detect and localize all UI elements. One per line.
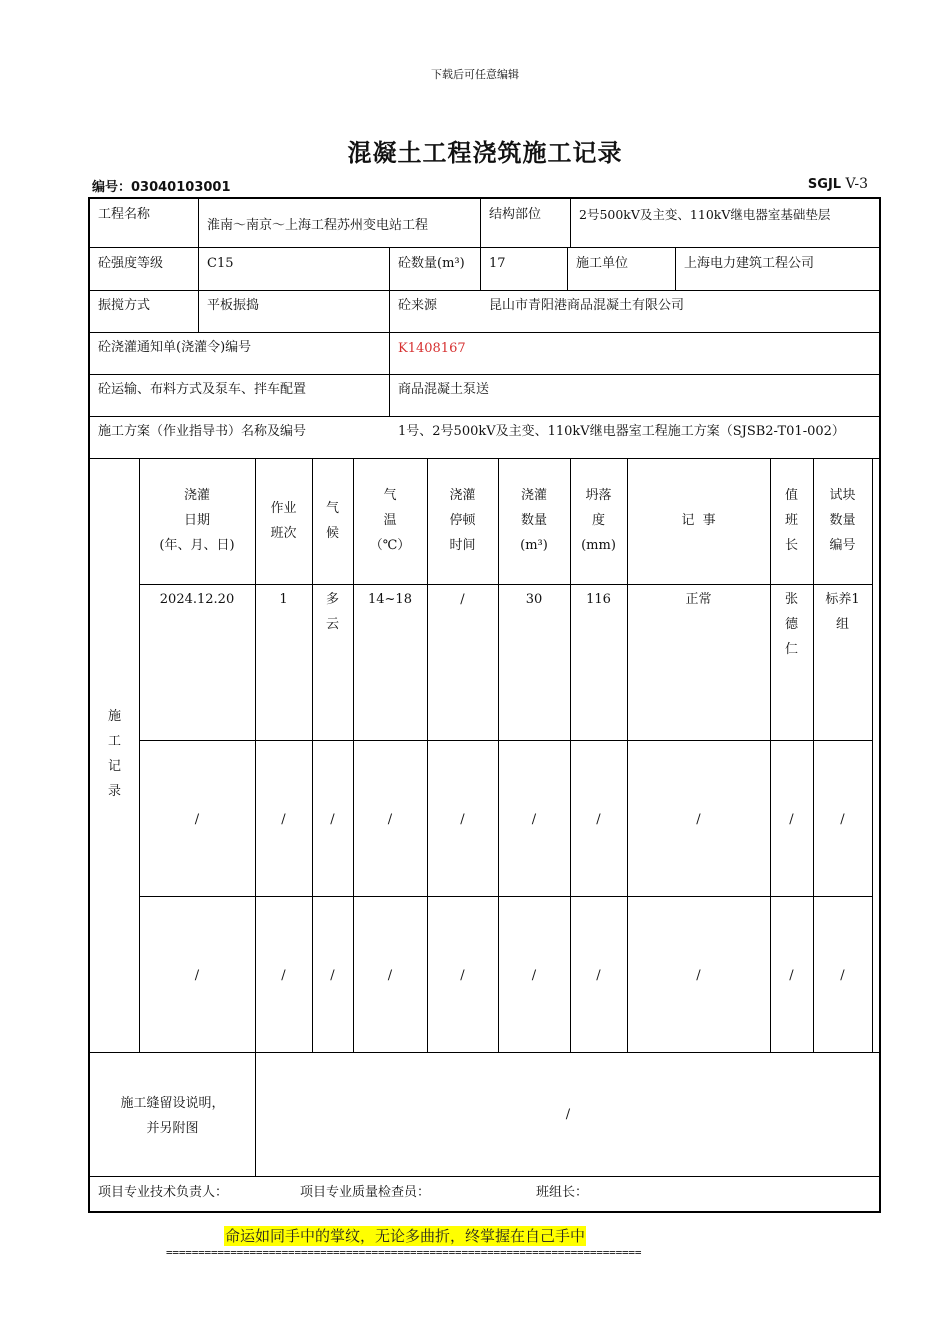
project-name: 淮南～南京～上海工程苏州变电站工程 — [207, 218, 429, 233]
team-lead-label: 班组长： — [536, 1185, 589, 1200]
quantity-value: 17 — [489, 256, 506, 271]
header-temperature: 气 温 （℃） — [369, 488, 411, 553]
vibration-value: 平板振捣 — [207, 298, 260, 313]
header-test-block: 试块 数量 编号 — [829, 488, 856, 553]
row3-notes: / — [696, 968, 701, 983]
doc-number: 编号：03040103001 — [92, 180, 231, 195]
contractor-label: 施工单位 — [576, 256, 629, 271]
qa-inspector-label: 项目专业质量检查员： — [300, 1185, 431, 1200]
vibration-label: 振搅方式 — [98, 298, 151, 313]
transport-label: 砼运输、布料方式及泵车、拌车配置 — [98, 382, 307, 397]
form-code-suffix: V-3 — [841, 176, 868, 192]
row2-notes: / — [696, 812, 701, 827]
row1-quantity: 30 — [525, 592, 543, 607]
row3-quantity: / — [531, 968, 537, 983]
header-weather: 气 候 — [325, 501, 339, 541]
strength-label: 砼强度等级 — [98, 256, 164, 271]
row3-test-block: / — [840, 968, 845, 983]
row3-pause: / — [460, 968, 465, 983]
form-code — [808, 176, 868, 192]
source-label: 砼来源 — [398, 298, 438, 313]
transport-value: 商品混凝土泵送 — [398, 382, 490, 397]
construction-record-side-label: 施 工 记 录 — [107, 709, 121, 799]
plan-value: 1号、2号500kV及主变、110kV继电器室工程施工方案（SJSB2-T01-002） — [398, 424, 845, 439]
row2-test-block: / — [840, 812, 845, 827]
header-pause-time: 浇灌 停顿 时间 — [449, 488, 476, 553]
header-slump: 坍落 度 (mm) — [581, 488, 616, 553]
strength-value: C15 — [207, 256, 234, 271]
quantity-label: 砼数量(m³) — [398, 256, 465, 271]
row3-weather: / — [330, 968, 335, 983]
row1-pause: / — [460, 592, 465, 607]
header-shift: 作业 班次 — [270, 501, 297, 541]
structure-part-label: 结构部位 — [489, 207, 542, 222]
row3-shift: / — [281, 968, 286, 983]
header-note: 下载后可任意编辑 — [431, 68, 519, 81]
row2-date: / — [194, 812, 200, 827]
source-value: 昆山市青阳港商品混凝土有限公司 — [489, 298, 685, 313]
row1-shift: 1 — [279, 592, 288, 607]
header-pour-quantity: 浇灌 数量 (m³) — [520, 488, 548, 553]
joint-label: 施工缝留设说明， 并另附图 — [120, 1096, 225, 1136]
row1-slump: 116 — [586, 592, 611, 607]
divider-line: ========================================================================== — [166, 1246, 642, 1259]
row1-date: 2024.12.20 — [159, 592, 235, 607]
row2-pause: / — [460, 812, 465, 827]
record-form — [88, 197, 881, 1213]
slogan: 命运如同手中的掌纹，无论多曲折，终掌握在自己手中 — [225, 1227, 586, 1245]
tech-lead-label: 项目专业技术负责人： — [98, 1185, 229, 1200]
header-shift-leader: 值 班 长 — [784, 488, 798, 553]
row1-temperature: 14~18 — [368, 592, 412, 607]
row1-leader: 张 德 仁 — [784, 592, 798, 657]
row3-slump: / — [596, 968, 601, 983]
joint-value: / — [565, 1107, 571, 1122]
contractor-value: 上海电力建筑工程公司 — [684, 256, 815, 271]
row2-weather: / — [330, 812, 335, 827]
header-notes: 记 事 — [681, 513, 716, 528]
row1-notes: 正常 — [685, 592, 712, 607]
row1-weather: 多 云 — [325, 592, 339, 632]
row2-shift: / — [281, 812, 286, 827]
row2-temperature: / — [387, 812, 393, 827]
notice-number: K1408167 — [398, 341, 466, 356]
plan-label: 施工方案（作业指导书）名称及编号 — [98, 424, 307, 439]
notice-label: 砼浇灌通知单(浇灌令)编号 — [98, 340, 252, 355]
row3-temperature: / — [387, 968, 393, 983]
page-title: 混凝土工程浇筑施工记录 — [347, 138, 623, 167]
row2-quantity: / — [531, 812, 537, 827]
row3-date: / — [194, 968, 200, 983]
project-name-label: 工程名称 — [98, 207, 151, 222]
row2-leader: / — [789, 812, 794, 827]
header-pour-date: 浇灌 日期 (年、月、日) — [159, 488, 235, 553]
row1-test-block: 标养1 组 — [825, 592, 860, 632]
structure-part: 2号500kV及主变、110kV继电器室基础垫层 — [579, 207, 831, 222]
form-code-prefix: SGJL — [807, 177, 842, 192]
row3-leader: / — [789, 968, 794, 983]
row2-slump: / — [596, 812, 601, 827]
